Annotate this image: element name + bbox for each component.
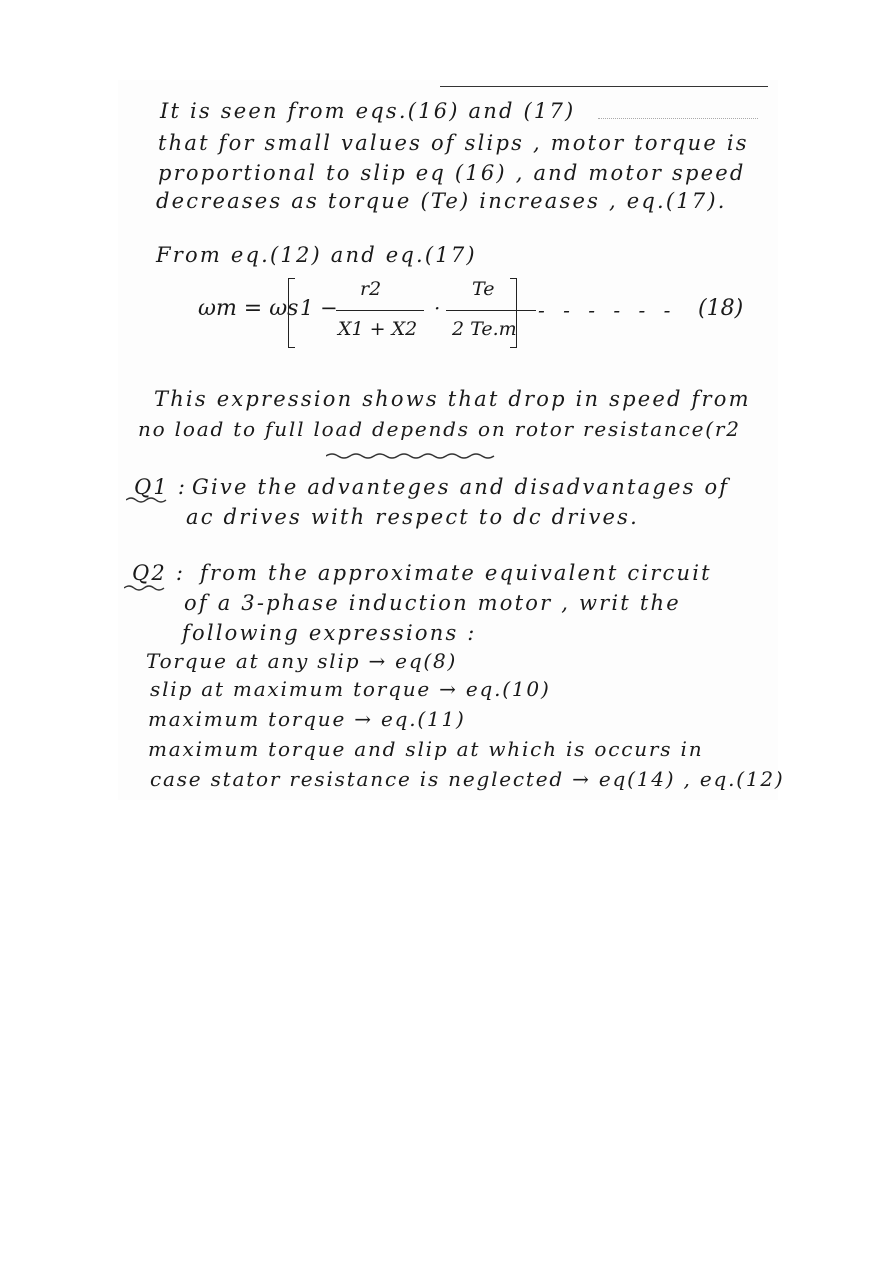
q2-line-2: of a 3-phase induction motor , writ the [184,591,681,615]
q1-wavy-mark [126,496,170,504]
q2-line-3: following expressions : [182,621,477,645]
left-bracket [288,278,295,348]
paragraph1-line-3: proportional to slip eq (16) , and motor speed [158,161,746,185]
q1-line-1: Give the advanteges and disadvantages of [192,475,730,499]
right-bracket [510,278,517,348]
fraction-bar-1 [336,310,424,311]
q2-wavy-mark [124,584,168,592]
q2-item-5: case stator resistance is neglected → eq(14) , eq.(12) [150,767,785,791]
paragraph1-line-4: decreases as torque (Te) increases , eq.(17). [156,189,727,213]
q2-line-1: from the approximate equivalent circuit [200,561,712,585]
q2-item-3: maximum torque → eq.(11) [148,707,466,731]
q2-item-2: slip at maximum torque → eq.(10) [150,677,551,701]
paragraph1-line-1: It is seen from eqs.(16) and (17) [160,99,576,123]
formula-dashes: - - - - - - [538,298,677,322]
formula-numerator-2: Te [472,278,495,300]
formula-label: (18) [698,296,744,321]
formula-denominator-2: 2 Te.m [452,318,517,340]
paragraph2-line-2: no load to full load depends on rotor resistance(r2 [138,417,741,441]
formula-one-minus: 1 − [300,296,338,320]
q2-label: Q2 : [132,561,186,585]
formula-denominator-1: X1 + X2 [338,318,418,340]
q1-label: Q1 : [134,475,188,499]
q2-item-4: maximum torque and slip at which is occurs in [148,737,704,761]
wavy-underline [326,452,501,460]
formula-numerator-1: r2 [360,278,382,300]
paragraph2-line-1: This expression shows that drop in speed from [154,387,751,411]
q2-item-1: Torque at any slip → eq(8) [146,649,458,673]
from-line: From eq.(12) and eq.(17) [156,243,477,267]
paragraph1-line-2: that for small values of slips , motor torque is [158,131,749,155]
fraction-bar-2 [446,310,536,311]
q1-line-2: ac drives with respect to dc drives. [186,505,639,529]
formula-dot: · [434,296,441,320]
dotted-leader [598,118,758,119]
formula-lhs: ωm = ωs [198,296,299,321]
top-rule [440,86,768,87]
equation-18 [190,276,780,354]
